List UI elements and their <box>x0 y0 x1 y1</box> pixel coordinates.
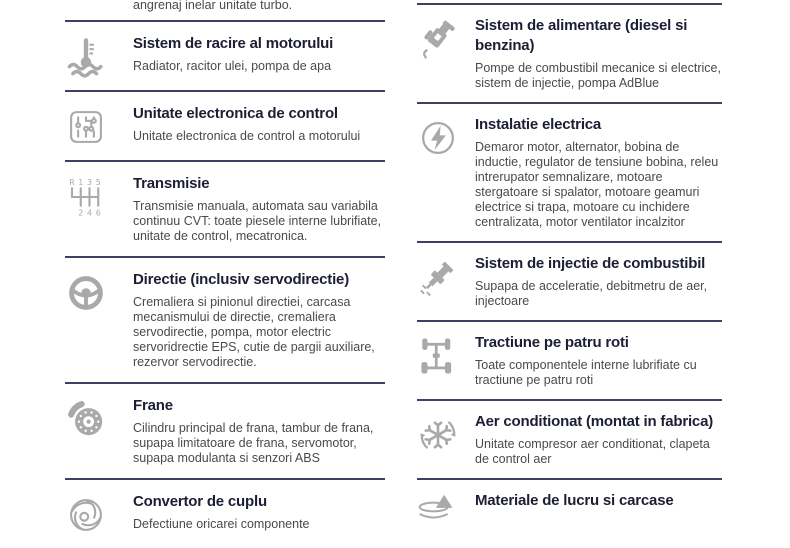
coverage-column-right <box>417 0 722 546</box>
svg-text:4: 4 <box>86 208 93 218</box>
coverage-item <box>417 399 722 478</box>
brake-disc-icon <box>65 398 107 440</box>
gearshift-icon <box>65 176 107 218</box>
svg-text:R: R <box>69 177 75 187</box>
air-conditioning-icon <box>417 414 459 456</box>
coverage-item-title: Convertor de cuplu <box>133 493 267 510</box>
svg-text:1: 1 <box>78 177 84 187</box>
coverage-item <box>65 90 385 160</box>
coverage-item <box>65 478 385 548</box>
coverage-item-title: Materiale de lucru si carcase <box>475 492 674 509</box>
coverage-item-title: Transmisie <box>133 175 210 192</box>
coverage-item-text <box>475 333 722 388</box>
coverage-item <box>417 3 722 102</box>
coverage-item-title: Instalatie electrica <box>475 116 602 133</box>
working-materials-icon <box>417 493 459 535</box>
fuel-nozzle-icon <box>417 18 459 60</box>
coverage-item <box>417 320 722 399</box>
coverage-item-description: Cilindru principal de frana, tambur de frana, supapa limitatoare de frana, servomotor, supapa modulanta si senzori ABS <box>133 421 374 465</box>
coverage-item-description: Supapa de acceleratie, debitmetru de aer, injectoare <box>475 279 708 308</box>
partial-description-line: angrenaj inelar unitate turbo. <box>133 0 293 12</box>
coverage-item-text <box>133 104 385 144</box>
coverage-item-text <box>475 115 722 230</box>
svg-text:5: 5 <box>95 177 101 187</box>
coverage-item-title: Sistem de alimentare (diesel si benzina) <box>475 17 688 54</box>
coverage-item <box>417 102 722 241</box>
coverage-item <box>65 160 385 256</box>
coverage-item <box>417 478 722 546</box>
coverage-item-text <box>133 270 385 370</box>
svg-text:6: 6 <box>95 208 101 218</box>
svg-text:3: 3 <box>86 177 93 187</box>
coverage-item-text <box>133 492 385 532</box>
coverage-item-description: Cremaliera si pinionul directiei, carcasa mecanismului de directie, cremaliera servodirectie, pompa, motor electric servoridrectie EPS, cutie de pargii auxiliare, rezervor servodirectie. <box>133 295 375 369</box>
coverage-item-text <box>475 16 722 91</box>
coverage-item-text <box>133 174 385 244</box>
coverage-item-title: Unitate electronica de control <box>133 105 338 122</box>
torque-converter-icon <box>65 494 107 536</box>
coverage-item-description: Unitate compresor aer conditionat, clapeta de control aer <box>475 437 710 466</box>
fuel-injector-icon <box>417 256 459 298</box>
ecu-circuit-icon <box>65 106 107 148</box>
coverage-item-title: Sistem de racire al motorului <box>133 35 334 52</box>
coolant-temperature-icon <box>65 36 107 78</box>
four-wheel-drive-icon <box>417 335 459 377</box>
coverage-item-description: Toate componentele interne lubrifiate cu tractiune pe patru roti <box>475 358 697 387</box>
coverage-item <box>65 382 385 478</box>
lightning-icon <box>417 117 459 159</box>
coverage-item-description: Demaror motor, alternator, bobina de inductie, regulator de tensiune bobina, releu intrerupator semnalizare, motoare stergatoare si spalator, motoare geamuri electrice si trapa, motoare cu inchidere centralizata, motor ventilator incalzitor <box>475 140 719 229</box>
coverage-item-title: Sistem de injectie de combustibil <box>475 255 706 272</box>
coverage-item-title: Tractiune pe patru roti <box>475 334 629 351</box>
coverage-item-title: Frane <box>133 397 173 414</box>
coverage-item-text <box>133 34 385 74</box>
coverage-item-description: Radiator, racitor ulei, pompa de apa <box>133 59 332 73</box>
coverage-item-text <box>475 412 722 467</box>
steering-wheel-icon <box>65 272 107 314</box>
coverage-item-description: Defectiune oricarei componente <box>133 517 310 531</box>
coverage-item <box>65 256 385 382</box>
svg-text:2: 2 <box>78 208 84 218</box>
coverage-item-description: Pompe de combustibil mecanice si electrice, sistem de injectie, pompa AdBlue <box>475 61 721 90</box>
coverage-item-text <box>133 396 385 466</box>
coverage-item-description: Unitate electronica de control a motorului <box>133 129 361 143</box>
coverage-item <box>417 241 722 320</box>
coverage-item-title: Aer conditionat (montat in fabrica) <box>475 413 714 430</box>
coverage-item-description: Transmisie manuala, automata sau variabila continuu CVT: toate piesele interne lubrifiate, unitate de control, mecatronica. <box>133 199 382 243</box>
coverage-column-left <box>65 0 385 548</box>
coverage-item-title: Directie (inclusiv servodirectie) <box>133 271 349 288</box>
coverage-item-text <box>475 254 722 309</box>
coverage-item-text <box>475 491 722 516</box>
coverage-item <box>65 20 385 90</box>
